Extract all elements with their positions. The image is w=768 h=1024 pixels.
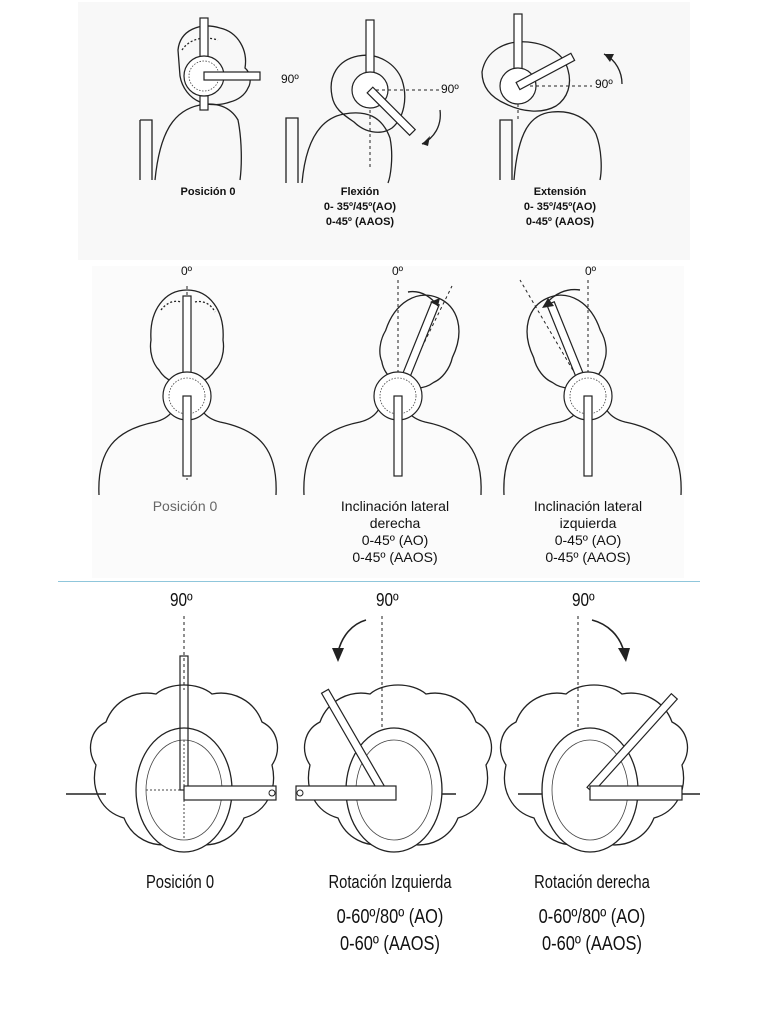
caption-line: 0-60º/80º (AO)	[336, 906, 444, 928]
caption-right-rotation-values	[518, 904, 666, 958]
caption-line: 0-60º (AAOS)	[340, 933, 440, 955]
caption-right-rotation	[518, 870, 666, 894]
caption-line: 0-45º (AAOS)	[525, 216, 595, 228]
figure-neutral-sagittal	[130, 10, 280, 185]
caption-neutral-sagittal	[148, 185, 268, 200]
caption-line: derecha	[369, 515, 421, 531]
caption-neutral-top	[114, 870, 245, 894]
caption-line: Posición 0	[152, 498, 218, 514]
caption-line: Inclinación lateral	[533, 498, 643, 514]
caption-line: 0-60º/80º (AO)	[538, 906, 646, 928]
caption-line: Rotación Izquierda	[328, 872, 452, 892]
caption-left-rotation	[316, 870, 464, 894]
caption-line: izquierda	[559, 515, 617, 531]
caption-left-rotation-values	[316, 904, 464, 958]
caption-line: 0-45º (AAOS)	[545, 549, 631, 565]
figure-right-inclination	[300, 280, 485, 495]
caption-neutral-frontal	[115, 498, 255, 515]
angle-label-right: 0º	[392, 264, 404, 278]
caption-line: 0-45º (AO)	[361, 532, 429, 548]
caption-line: Posición 0	[180, 186, 236, 198]
caption-extension	[500, 185, 620, 230]
angle-label-left: 0º	[585, 264, 597, 278]
caption-line: Flexión	[340, 186, 380, 198]
figure-neutral-top	[66, 590, 291, 870]
caption-line: Inclinación lateral	[340, 498, 450, 514]
caption-line: 0-45º (AO)	[554, 532, 622, 548]
caption-line: 0- 35º/45º(AO)	[523, 201, 597, 213]
caption-line: Extensión	[533, 186, 587, 198]
caption-line: Rotación derecha	[534, 872, 650, 892]
angle-label-rotation-left: 90º	[375, 590, 399, 610]
caption-line: 0-60º (AAOS)	[542, 933, 642, 955]
figure-left-rotation	[290, 590, 500, 870]
caption-line: 0-45º (AAOS)	[352, 549, 438, 565]
angle-label-rotation-neutral: 90º	[169, 590, 193, 610]
caption-left-inclination	[508, 498, 668, 566]
figure-left-inclination	[500, 280, 685, 495]
figure-neutral-frontal	[95, 280, 280, 495]
figure-right-rotation	[492, 590, 702, 870]
caption-flexion	[300, 185, 420, 230]
angle-label-flexion: 90º	[441, 82, 459, 96]
caption-line: Posición 0	[145, 872, 215, 892]
figure-extension	[472, 10, 652, 185]
angle-label-neutral: 90º	[281, 72, 299, 86]
caption-line: 0-45º (AAOS)	[325, 216, 395, 228]
figure-flexion	[282, 18, 472, 188]
angle-label-extension: 90º	[595, 77, 613, 91]
angle-label-rotation-right: 90º	[571, 590, 595, 610]
caption-line: 0- 35º/45º(AO)	[323, 201, 397, 213]
caption-right-inclination	[315, 498, 475, 566]
angle-label-lateral-neutral: 0º	[181, 264, 193, 278]
